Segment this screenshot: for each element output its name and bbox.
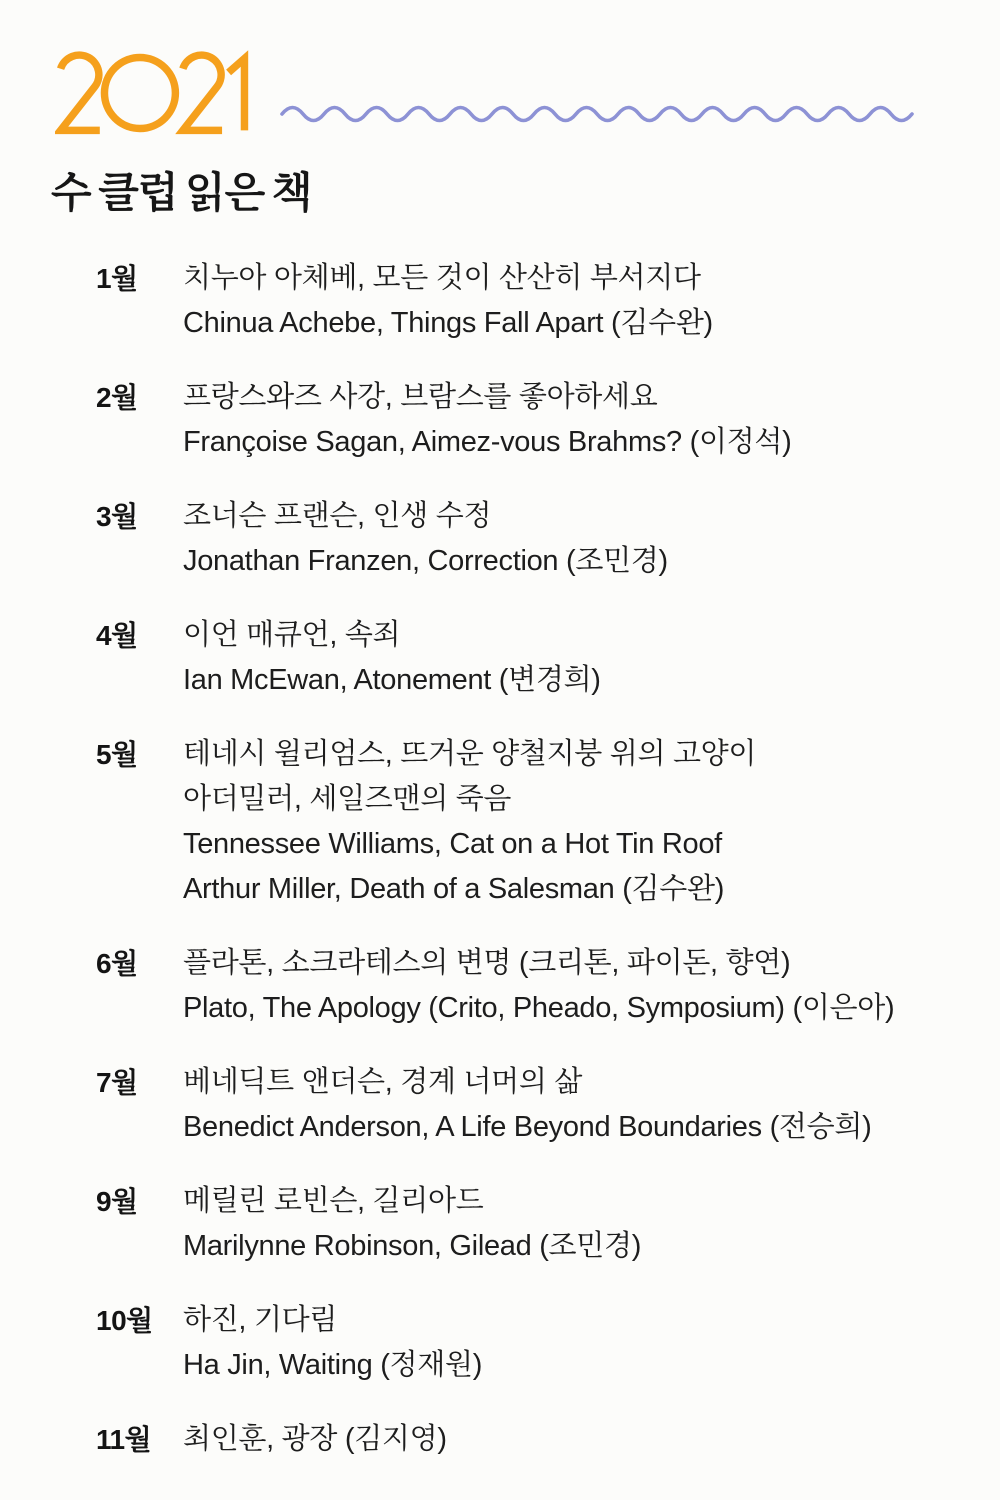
book-entry (96, 1179, 960, 1269)
wave-line (279, 96, 917, 124)
book-entry (96, 732, 960, 912)
page-header (55, 44, 960, 142)
entry-lines (183, 1060, 960, 1150)
entry-lines (183, 613, 960, 703)
book-line: 치누아 아체베, 모든 것이 산산히 부서지다 (183, 262, 701, 294)
book-entry (96, 256, 960, 346)
entry-lines (183, 1298, 960, 1388)
month-label: 9월 (96, 1186, 138, 1217)
book-line: 플라톤, 소크라테스의 변명 (크리톤, 파이돈, 향연) (183, 947, 791, 979)
book-line: Jonathan Franzen, Correction (조민경) (183, 545, 668, 577)
book-line: 베네딕트 앤더슨, 경계 너머의 삶 (183, 1066, 583, 1098)
entry-lines (183, 1179, 960, 1269)
book-entry (96, 1417, 960, 1462)
entry-lines (183, 732, 960, 912)
month-label: 3월 (96, 501, 138, 532)
book-line: Françoise Sagan, Aimez-vous Brahms? (이정석) (183, 426, 792, 458)
book-line: Arthur Miller, Death of a Salesman (김수완) (183, 873, 725, 905)
month-label: 2월 (96, 382, 138, 413)
book-line: Chinua Achebe, Things Fall Apart (김수완) (183, 307, 713, 339)
month-label: 1월 (96, 263, 138, 294)
book-entry (96, 375, 960, 465)
book-entry (96, 494, 960, 584)
book-entry (96, 941, 960, 1031)
entry-lines (183, 375, 960, 465)
book-line: 아더밀러, 세일즈맨의 죽음 (183, 783, 512, 815)
entry-lines (183, 256, 960, 346)
year-logo (55, 44, 251, 142)
book-line: 조너슨 프랜슨, 인생 수정 (183, 500, 492, 532)
book-line: 테네시 윌리엄스, 뜨거운 양철지붕 위의 고양이 (183, 738, 757, 770)
month-label: 6월 (96, 948, 138, 979)
month-label: 5월 (96, 739, 138, 770)
book-entry (96, 1298, 960, 1388)
book-line: Ha Jin, Waiting (정재원) (183, 1349, 483, 1381)
entry-lines (183, 941, 960, 1031)
book-line: 최인훈, 광장 (김지영) (183, 1423, 447, 1455)
book-line: Marilynne Robinson, Gilead (조민경) (183, 1230, 642, 1262)
book-line: Tennessee Williams, Cat on a Hot Tin Roof (183, 828, 722, 860)
entry-lines (183, 1417, 960, 1462)
book-line: Benedict Anderson, A Life Beyond Boundaries (전승희) (183, 1111, 872, 1143)
book-line: 메릴린 로빈슨, 길리아드 (183, 1185, 484, 1217)
entry-lines (183, 494, 960, 584)
book-entry (96, 613, 960, 703)
month-label: 4월 (96, 620, 138, 651)
book-list (96, 256, 960, 1462)
book-line: Plato, The Apology (Crito, Pheado, Symposium) (이은아) (183, 992, 895, 1024)
year-logo-glyphs (55, 44, 251, 142)
book-line: 프랑스와즈 사강, 브람스를 좋아하세요 (183, 381, 658, 413)
month-label: 10월 (96, 1305, 153, 1336)
book-line: Ian McEwan, Atonement (변경희) (183, 664, 601, 696)
book-line: 하진, 기다림 (183, 1304, 338, 1336)
book-line: 이언 매큐언, 속죄 (183, 619, 401, 651)
month-label: 11월 (96, 1424, 152, 1455)
month-label: 7월 (96, 1067, 138, 1098)
page-title: 수 클럽 읽은 책 (51, 169, 312, 216)
wave-divider (279, 96, 960, 124)
book-entry (96, 1060, 960, 1150)
